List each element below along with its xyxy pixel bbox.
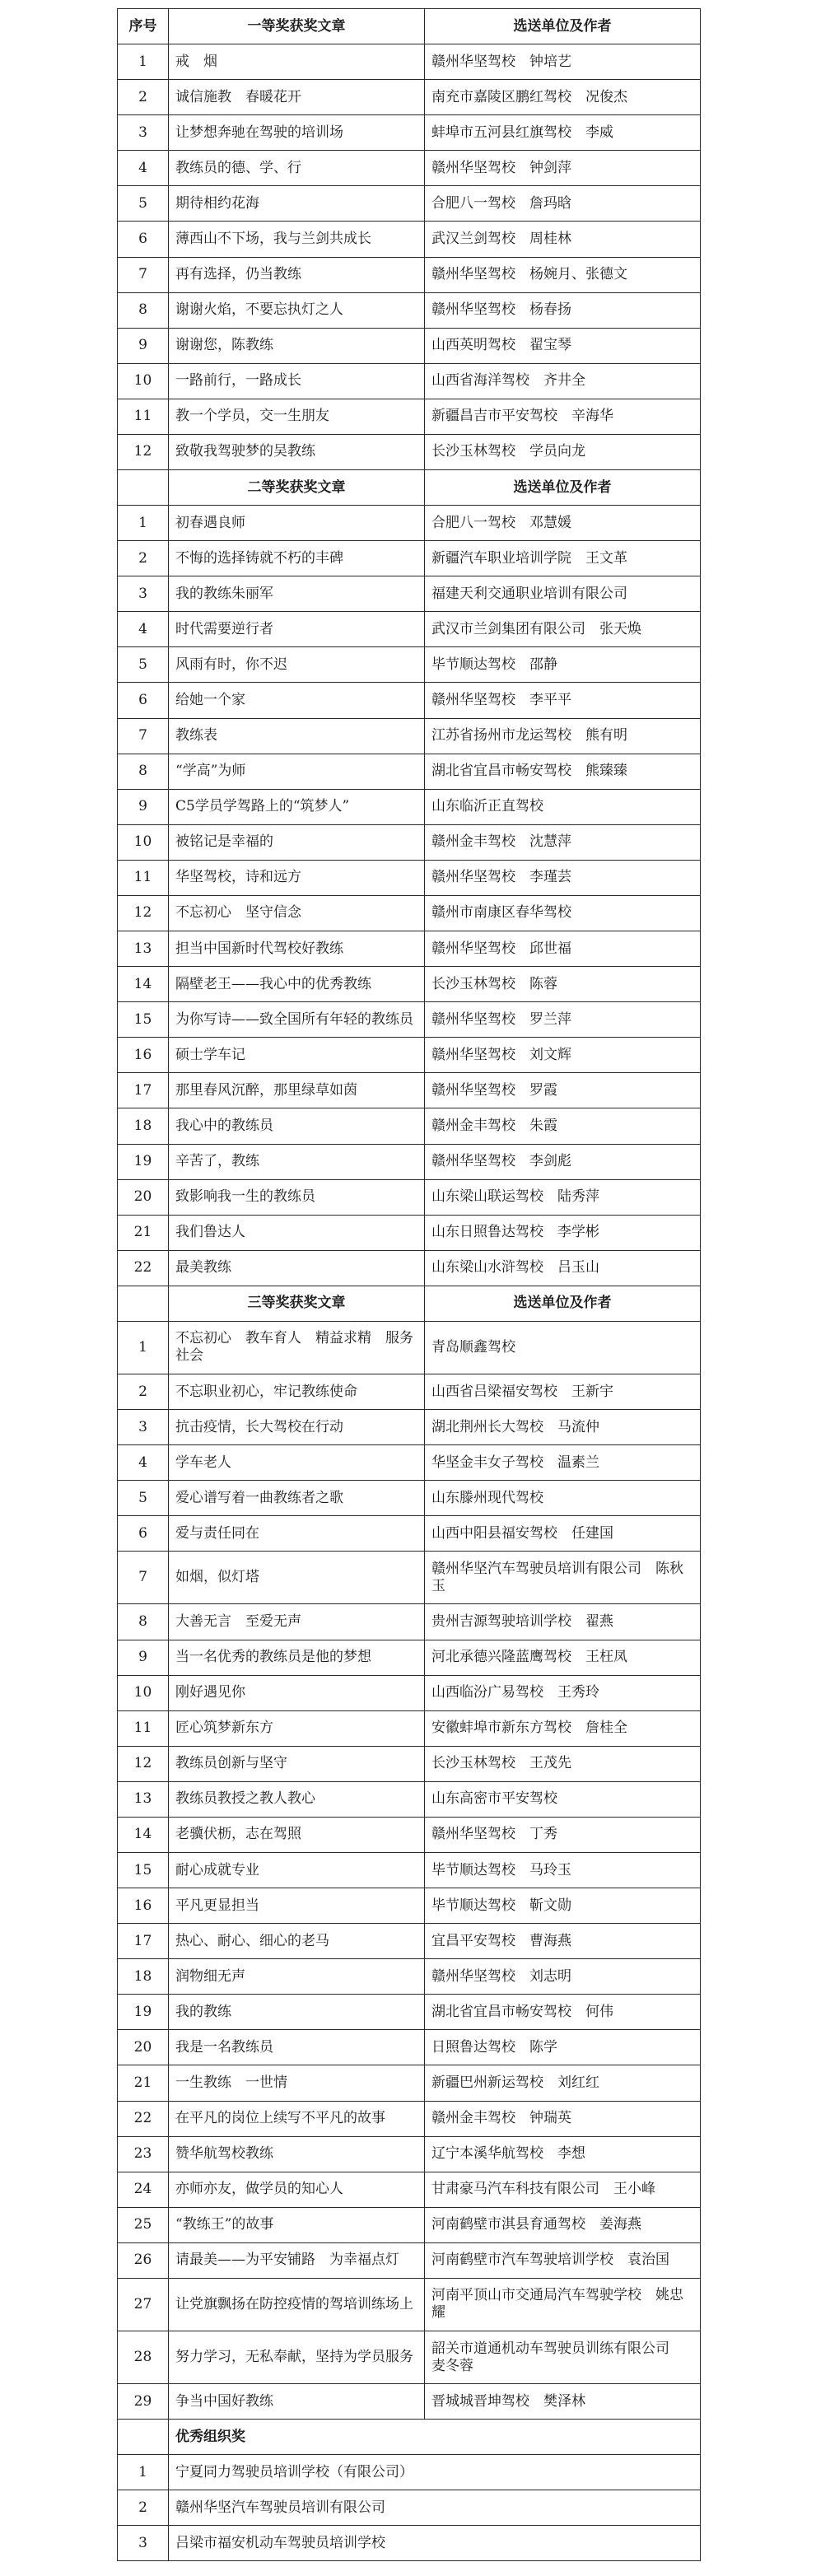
table-row	[118, 2065, 701, 2101]
article-title: 爱与责任同在	[169, 1516, 425, 1552]
article-title: 华坚驾校，诗和远方	[169, 860, 425, 895]
row-number: 20	[118, 2030, 169, 2065]
row-number: 1	[118, 44, 169, 80]
article-title: 给她一个家	[169, 683, 425, 718]
unit-and-author: 河南鹤壁市汽车驾驶培训学校 袁治国	[425, 2242, 701, 2278]
article-title: 当一名优秀的教练员是他的梦想	[169, 1640, 425, 1675]
row-number: 5	[118, 1481, 169, 1516]
section-header-num	[118, 470, 169, 506]
row-number: 8	[118, 1604, 169, 1640]
unit-and-author: 赣州华坚驾校 李瑾芸	[425, 860, 701, 895]
row-number: 17	[118, 1073, 169, 1108]
row-number: 21	[118, 2065, 169, 2101]
row-number: 6	[118, 683, 169, 718]
unit-and-author: 赣州华坚驾校 李平平	[425, 683, 701, 718]
table-row	[118, 434, 701, 469]
table-row	[118, 1144, 701, 1179]
row-number: 6	[118, 222, 169, 257]
unit-and-author: 赣州市南康区春华驾校	[425, 895, 701, 931]
table-row	[118, 1073, 701, 1108]
row-number: 12	[118, 1746, 169, 1781]
article-title: 致影响我一生的教练员	[169, 1179, 425, 1215]
article-title: 在平凡的岗位上续写不平凡的故事	[169, 2101, 425, 2136]
unit-and-author: 赣州华坚驾校 丁秀	[425, 1817, 701, 1852]
article-title: 薄西山不下场，我与兰剑共成长	[169, 222, 425, 257]
unit-and-author: 赣州金丰驾校 沈慧萍	[425, 824, 701, 860]
unit-and-author: 山东高密市平安驾校	[425, 1781, 701, 1817]
unit-and-author: 赣州华坚驾校 罗霞	[425, 1073, 701, 1108]
table-row	[118, 824, 701, 860]
table-row	[118, 363, 701, 399]
article-title: 努力学习，无私奉献，坚持为学员服务	[169, 2331, 425, 2384]
table-row	[118, 80, 701, 115]
unit-and-author: 赣州华坚驾校 邱世福	[425, 931, 701, 967]
unit-and-author: 赣州华坚驾校 刘文辉	[425, 1038, 701, 1073]
row-number: 2	[118, 541, 169, 576]
unit-and-author: 江苏省扬州市龙运驾校 熊有明	[425, 718, 701, 754]
row-number: 2	[118, 2490, 169, 2526]
row-number: 24	[118, 2172, 169, 2207]
table-row	[118, 647, 701, 683]
unit-and-author: 山西临汾广易驾校 王秀玲	[425, 1675, 701, 1710]
unit-and-author: 赣州华坚驾校 钟剑萍	[425, 151, 701, 186]
unit-and-author: 日照鲁达驾校 陈学	[425, 2030, 701, 2065]
unit-and-author: 湖北省宜昌市畅安驾校 熊臻臻	[425, 754, 701, 789]
unit-and-author: 山西省吕梁福安驾校 王新宇	[425, 1374, 701, 1409]
row-number: 1	[118, 1321, 169, 1374]
row-number: 7	[118, 257, 169, 292]
section-header-unit: 选送单位及作者	[425, 1286, 701, 1321]
unit-and-author: 新疆巴州新运驾校 刘红红	[425, 2065, 701, 2101]
row-number: 27	[118, 2278, 169, 2331]
unit-and-author: 武汉兰剑驾校 周桂林	[425, 222, 701, 257]
unit-and-author: 山东梁山水浒驾校 吕玉山	[425, 1250, 701, 1286]
article-title: 一生教练 一世情	[169, 2065, 425, 2101]
row-number: 15	[118, 1852, 169, 1888]
table-row	[118, 1250, 701, 1286]
table-row	[118, 1038, 701, 1073]
table-row	[118, 2384, 701, 2420]
table-row	[118, 2331, 701, 2384]
org-row	[118, 2490, 701, 2526]
row-number: 10	[118, 824, 169, 860]
article-title: 热心、耐心、细心的老马	[169, 1924, 425, 1959]
unit-and-author: 青岛顺鑫驾校	[425, 1321, 701, 1374]
row-number: 1	[118, 506, 169, 541]
table-row	[118, 2030, 701, 2065]
table-row	[118, 1995, 701, 2030]
table-row	[118, 718, 701, 754]
table-row	[118, 399, 701, 434]
unit-and-author: 宜昌平安驾校 曹海燕	[425, 1924, 701, 1959]
unit-and-author: 贵州吉源驾驶培训学校 翟燕	[425, 1604, 701, 1640]
header-title: 一等奖获奖文章	[169, 9, 425, 44]
table-row	[118, 1481, 701, 1516]
unit-and-author: 华坚金丰女子驾校 温素兰	[425, 1445, 701, 1481]
unit-and-author: 韶关市道通机动车驾驶员训练有限公司 麦冬蓉	[425, 2331, 701, 2384]
unit-and-author: 赣州金丰驾校 朱霞	[425, 1108, 701, 1144]
table-row	[118, 1640, 701, 1675]
article-title: 致敬我驾驶梦的吴教练	[169, 434, 425, 469]
row-number: 14	[118, 1817, 169, 1852]
org-section-heading: 优秀组织奖	[169, 2420, 701, 2455]
unit-and-author: 山东临沂正直驾校	[425, 789, 701, 824]
row-number: 4	[118, 612, 169, 647]
unit-and-author: 安徽蚌埠市新东方驾校 詹桂全	[425, 1710, 701, 1746]
table-row	[118, 2278, 701, 2331]
unit-and-author: 南充市嘉陵区鹏红驾校 况俊杰	[425, 80, 701, 115]
article-title: 老骥伏枥，志在驾照	[169, 1817, 425, 1852]
article-title: 风雨有时，你不迟	[169, 647, 425, 683]
table-row	[118, 1215, 701, 1250]
unit-and-author: 新疆昌吉市平安驾校 辛海华	[425, 399, 701, 434]
article-title: 平凡更显担当	[169, 1888, 425, 1924]
row-number: 3	[118, 2526, 169, 2561]
table-header-row	[118, 9, 701, 44]
unit-and-author: 赣州华坚驾校 杨春扬	[425, 292, 701, 328]
unit-and-author: 新疆汽车职业培训学院 王文革	[425, 541, 701, 576]
table-row	[118, 1781, 701, 1817]
row-number: 3	[118, 115, 169, 151]
article-title: 教一个学员，交一生朋友	[169, 399, 425, 434]
article-title: 不忘初心 坚守信念	[169, 895, 425, 931]
table-row	[118, 2101, 701, 2136]
section-header-unit: 选送单位及作者	[425, 470, 701, 506]
article-title: 不忘职业初心，牢记教练使命	[169, 1374, 425, 1409]
table-row	[118, 1002, 701, 1038]
table-row	[118, 222, 701, 257]
unit-and-author: 赣州华坚驾校 李剑彪	[425, 1144, 701, 1179]
article-title: 谢谢您，陈教练	[169, 328, 425, 363]
unit-and-author: 辽宁本溪华航驾校 李想	[425, 2136, 701, 2172]
row-number: 7	[118, 718, 169, 754]
award-table	[117, 8, 701, 2561]
article-title: 硕士学车记	[169, 1038, 425, 1073]
article-title: 不悔的选择铸就不朽的丰碑	[169, 541, 425, 576]
unit-and-author: 赣州华坚驾校 罗兰萍	[425, 1002, 701, 1038]
table-row	[118, 541, 701, 576]
article-title: 如烟，似灯塔	[169, 1552, 425, 1604]
article-title: 教练员的德、学、行	[169, 151, 425, 186]
article-title: 爱心谱写着一曲教练者之歌	[169, 1481, 425, 1516]
org-section-header-row	[118, 2420, 701, 2455]
table-row	[118, 2172, 701, 2207]
article-title: 教练员创新与坚守	[169, 1746, 425, 1781]
article-title: 谢谢火焰，不要忘执灯之人	[169, 292, 425, 328]
article-title: 学车老人	[169, 1445, 425, 1481]
unit-and-author: 甘肃豪马汽车科技有限公司 王小峰	[425, 2172, 701, 2207]
table-row	[118, 1852, 701, 1888]
table-row	[118, 44, 701, 80]
unit-and-author: 长沙玉林驾校 陈蓉	[425, 967, 701, 1002]
row-number: 12	[118, 895, 169, 931]
unit-and-author: 蚌埠市五河县红旗驾校 李威	[425, 115, 701, 151]
article-title: 争当中国好教练	[169, 2384, 425, 2420]
unit-and-author: 合肥八一驾校 詹玛晗	[425, 186, 701, 222]
article-title: 我是一名教练员	[169, 2030, 425, 2065]
row-number: 9	[118, 789, 169, 824]
unit-and-author: 山西省海洋驾校 齐井全	[425, 363, 701, 399]
row-number: 12	[118, 434, 169, 469]
table-row	[118, 1817, 701, 1852]
row-number: 8	[118, 292, 169, 328]
row-number: 22	[118, 1250, 169, 1286]
article-title: 我们鲁达人	[169, 1215, 425, 1250]
article-title: 不忘初心 教车育人 精益求精 服务社会	[169, 1321, 425, 1374]
table-row	[118, 1552, 701, 1604]
row-number: 5	[118, 186, 169, 222]
article-title: 我的教练朱丽军	[169, 576, 425, 612]
section-header-row	[118, 470, 701, 506]
row-number: 26	[118, 2242, 169, 2278]
table-row	[118, 1445, 701, 1481]
table-row	[118, 1746, 701, 1781]
unit-and-author: 赣州华坚驾校 钟培艺	[425, 44, 701, 80]
article-title: C5学员学驾路上的“筑梦人”	[169, 789, 425, 824]
table-row	[118, 1374, 701, 1409]
table-row	[118, 1516, 701, 1552]
unit-and-author: 河南平顶山市交通局汽车驾驶学校 姚忠耀	[425, 2278, 701, 2331]
table-row	[118, 683, 701, 718]
section-header-title: 二等奖获奖文章	[169, 470, 425, 506]
unit-and-author: 武汉市兰剑集团有限公司 张天焕	[425, 612, 701, 647]
article-title: 为你写诗——致全国所有年轻的教练员	[169, 1002, 425, 1038]
row-number: 13	[118, 931, 169, 967]
row-number: 9	[118, 328, 169, 363]
org-row	[118, 2526, 701, 2561]
article-title: 赞华航驾校教练	[169, 2136, 425, 2172]
article-title: 请最美——为平安铺路 为幸福点灯	[169, 2242, 425, 2278]
article-title: 润物细无声	[169, 1959, 425, 1995]
row-number: 10	[118, 363, 169, 399]
organization-name: 吕梁市福安机动车驾驶员培训学校	[169, 2526, 701, 2561]
row-number: 3	[118, 1410, 169, 1445]
article-title: 初春遇良师	[169, 506, 425, 541]
table-row	[118, 151, 701, 186]
article-title: 亦师亦友，做学员的知心人	[169, 2172, 425, 2207]
article-title: 教练员教授之教人教心	[169, 1781, 425, 1817]
unit-and-author: 山东日照鲁达驾校 李学彬	[425, 1215, 701, 1250]
article-title: 戒 烟	[169, 44, 425, 80]
unit-and-author: 山东滕州现代驾校	[425, 1481, 701, 1516]
article-title: 让党旗飘扬在防控疫情的驾培训练场上	[169, 2278, 425, 2331]
table-row	[118, 2242, 701, 2278]
article-title: 一路前行，一路成长	[169, 363, 425, 399]
row-number: 16	[118, 1038, 169, 1073]
row-number: 7	[118, 1552, 169, 1604]
row-number: 11	[118, 860, 169, 895]
unit-and-author: 长沙玉林驾校 王茂先	[425, 1746, 701, 1781]
row-number: 22	[118, 2101, 169, 2136]
row-number: 19	[118, 1144, 169, 1179]
org-row	[118, 2455, 701, 2490]
table-row	[118, 967, 701, 1002]
table-row	[118, 1675, 701, 1710]
row-number: 19	[118, 1995, 169, 2030]
row-number: 29	[118, 2384, 169, 2420]
section-header-row	[118, 1286, 701, 1321]
row-number: 4	[118, 151, 169, 186]
row-number: 18	[118, 1108, 169, 1144]
row-number: 9	[118, 1640, 169, 1675]
unit-and-author: 毕节顺达驾校 邵静	[425, 647, 701, 683]
table-row	[118, 292, 701, 328]
unit-and-author: 赣州华坚驾校 杨婉月、张德文	[425, 257, 701, 292]
section-header-num	[118, 1286, 169, 1321]
row-number: 1	[118, 2455, 169, 2490]
table-row	[118, 860, 701, 895]
table-row	[118, 754, 701, 789]
article-title: 抗击疫情，长大驾校在行动	[169, 1410, 425, 1445]
unit-and-author: 晋城城晋坤驾校 樊泽林	[425, 2384, 701, 2420]
row-number: 15	[118, 1002, 169, 1038]
unit-and-author: 湖北荆州长大驾校 马流仲	[425, 1410, 701, 1445]
table-row	[118, 328, 701, 363]
unit-and-author: 河北承德兴隆蓝鹰驾校 王枉凤	[425, 1640, 701, 1675]
table-row	[118, 257, 701, 292]
row-number: 10	[118, 1675, 169, 1710]
article-title: 被铭记是幸福的	[169, 824, 425, 860]
article-title: 再有选择，仍当教练	[169, 257, 425, 292]
unit-and-author: 山东梁山联运驾校 陆秀萍	[425, 1179, 701, 1215]
article-title: 刚好遇见你	[169, 1675, 425, 1710]
article-title: 担当中国新时代驾校好教练	[169, 931, 425, 967]
row-number: 14	[118, 967, 169, 1002]
row-number: 17	[118, 1924, 169, 1959]
table-row	[118, 1604, 701, 1640]
table-row	[118, 1959, 701, 1995]
row-number: 21	[118, 1215, 169, 1250]
table-row	[118, 2136, 701, 2172]
row-number: 13	[118, 1781, 169, 1817]
row-number: 20	[118, 1179, 169, 1215]
unit-and-author: 河南鹤壁市淇县育通驾校 姜海燕	[425, 2207, 701, 2242]
row-number: 5	[118, 647, 169, 683]
table-row	[118, 186, 701, 222]
org-header-num	[118, 2420, 169, 2455]
article-title: “学高”为师	[169, 754, 425, 789]
table-row	[118, 506, 701, 541]
organization-name: 赣州华坚汽车驾驶员培训有限公司	[169, 2490, 701, 2526]
header-num: 序号	[118, 9, 169, 44]
article-title: “教练王”的故事	[169, 2207, 425, 2242]
unit-and-author: 湖北省宜昌市畅安驾校 何伟	[425, 1995, 701, 2030]
row-number: 4	[118, 1445, 169, 1481]
row-number: 6	[118, 1516, 169, 1552]
row-number: 28	[118, 2331, 169, 2384]
row-number: 8	[118, 754, 169, 789]
row-number: 18	[118, 1959, 169, 1995]
header-unit: 选送单位及作者	[425, 9, 701, 44]
unit-and-author: 长沙玉林驾校 学员向龙	[425, 434, 701, 469]
row-number: 2	[118, 1374, 169, 1409]
row-number: 23	[118, 2136, 169, 2172]
section-header-title: 三等奖获奖文章	[169, 1286, 425, 1321]
table-row	[118, 612, 701, 647]
unit-and-author: 赣州金丰驾校 钟瑞英	[425, 2101, 701, 2136]
table-row	[118, 789, 701, 824]
article-title: 我心中的教练员	[169, 1108, 425, 1144]
table-row	[118, 576, 701, 612]
table-row	[118, 1924, 701, 1959]
article-title: 辛苦了，教练	[169, 1144, 425, 1179]
unit-and-author: 山西英明驾校 翟宝琴	[425, 328, 701, 363]
table-row	[118, 1179, 701, 1215]
table-row	[118, 931, 701, 967]
article-title: 最美教练	[169, 1250, 425, 1286]
article-title: 耐心成就专业	[169, 1852, 425, 1888]
table-row	[118, 115, 701, 151]
table-row	[118, 1410, 701, 1445]
table-row	[118, 895, 701, 931]
article-title: 让梦想奔驰在驾驶的培训场	[169, 115, 425, 151]
article-title: 诚信施教 春暖花开	[169, 80, 425, 115]
row-number: 25	[118, 2207, 169, 2242]
unit-and-author: 山西中阳县福安驾校 任建国	[425, 1516, 701, 1552]
unit-and-author: 赣州华坚驾校 刘志明	[425, 1959, 701, 1995]
article-title: 匠心筑梦新东方	[169, 1710, 425, 1746]
row-number: 2	[118, 80, 169, 115]
table-row	[118, 1710, 701, 1746]
unit-and-author: 赣州华坚汽车驾驶员培训有限公司 陈秋玉	[425, 1552, 701, 1604]
row-number: 3	[118, 576, 169, 612]
table-row	[118, 2207, 701, 2242]
article-title: 教练表	[169, 718, 425, 754]
unit-and-author: 毕节顺达驾校 靳文勋	[425, 1888, 701, 1924]
row-number: 16	[118, 1888, 169, 1924]
article-title: 那里春风沉醉，那里绿草如茵	[169, 1073, 425, 1108]
table-row	[118, 1888, 701, 1924]
article-title: 期待相约花海	[169, 186, 425, 222]
article-title: 我的教练	[169, 1995, 425, 2030]
unit-and-author: 福建天利交通职业培训有限公司	[425, 576, 701, 612]
article-title: 大善无言 至爱无声	[169, 1604, 425, 1640]
row-number: 11	[118, 399, 169, 434]
organization-name: 宁夏同力驾驶员培训学校（有限公司）	[169, 2455, 701, 2490]
unit-and-author: 合肥八一驾校 邓慧媛	[425, 506, 701, 541]
article-title: 隔壁老王——我心中的优秀教练	[169, 967, 425, 1002]
table-row	[118, 1108, 701, 1144]
article-title: 时代需要逆行者	[169, 612, 425, 647]
unit-and-author: 毕节顺达驾校 马玲玉	[425, 1852, 701, 1888]
table-row	[118, 1321, 701, 1374]
row-number: 11	[118, 1710, 169, 1746]
